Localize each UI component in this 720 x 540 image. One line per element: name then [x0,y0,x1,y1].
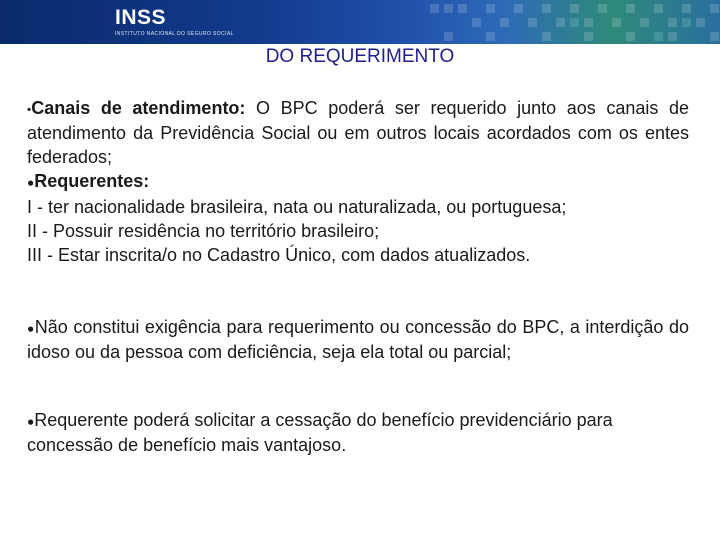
spacer [27,267,689,315]
bullet-icon: ● [27,175,35,190]
mosaic-pattern [390,0,720,44]
interdicao-text: Não constitui exigência para requerimento ou concessão do BPC, a interdição do idoso ou da pessoa com deficiência, seja ela total ou parcial; [27,316,689,362]
cessacao-text: Requerente poderá solicitar a cessação do benefício previdenciário para concessão de benefício mais vantajoso. [27,409,613,455]
requerentes-label: Requerentes: [34,171,150,192]
requerentes-heading [27,169,689,194]
header-banner [0,0,720,44]
slide-title: DO REQUERIMENTO [265,46,455,67]
bullet-icon: ● [27,320,35,335]
canais-text: O BPC poderá ser requerido junto aos canais de atendimento da Previdência Social ou em outros locais acordados com os entes federados; [27,98,689,168]
req-item-1: I - ter nacionalidade brasileira, nata ou naturalizada, ou portuguesa; [27,196,567,217]
inss-logo: INSS [115,6,167,29]
req-item-3: III - Estar inscrita/o no Cadastro Único, com dados atualizados. [27,244,531,265]
bullet-icon: ● [27,414,35,428]
interdicao-paragraph [27,315,689,364]
cessacao-paragraph [27,408,689,457]
spacer [27,364,689,408]
logo-subtitle: INSTITUTO NACIONAL DO SEGURO SOCIAL [115,31,234,37]
req-item-2: II - Possuir residência no território brasileiro; [27,220,380,241]
bullet-icon: • [27,102,32,117]
slide-body [27,96,689,457]
canais-paragraph [27,96,689,169]
canais-label: Canais de atendimento: [31,98,246,118]
